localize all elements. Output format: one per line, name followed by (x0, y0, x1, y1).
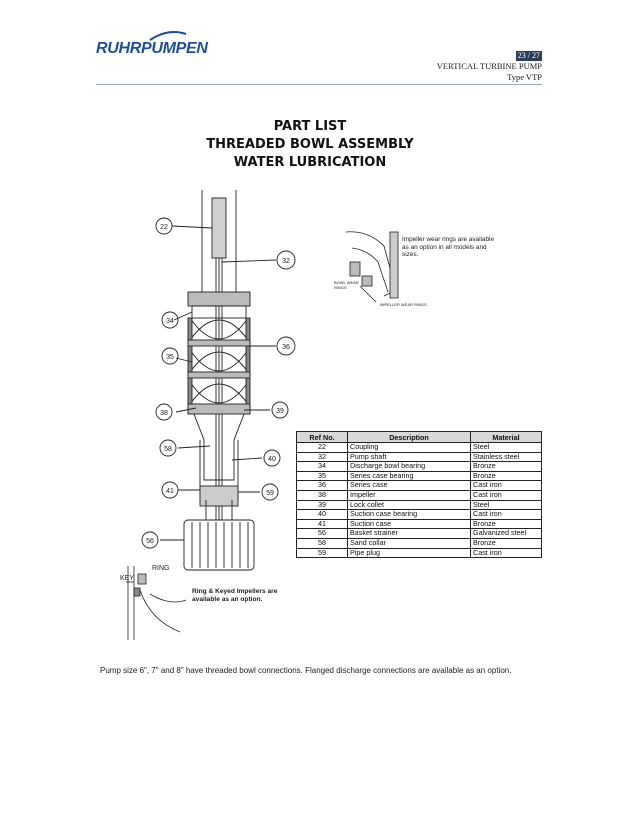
impeller-wear-rings-label: IMPELLER WEAR RINGS (380, 302, 427, 307)
title-line-1: PART LIST (273, 119, 347, 134)
column-header-description: Description (348, 432, 471, 443)
ref-cell: 59 (297, 548, 348, 558)
description-cell: Series case (348, 481, 471, 491)
wear-ring-note: Impeller wear rings are available as an option in all models and sizes. (402, 236, 494, 259)
material-cell: Steel (471, 500, 542, 510)
description-cell: Series case bearing (348, 471, 471, 481)
document-header (437, 50, 542, 83)
description-cell: Lock collet (348, 500, 471, 510)
material-cell: Bronze (471, 471, 542, 481)
page-title (160, 118, 460, 172)
table-row (297, 443, 542, 453)
parts-table (296, 431, 542, 558)
description-cell: Sand collar (348, 538, 471, 548)
table-row (297, 529, 542, 539)
title-line-2: THREADED BOWL ASSEMBLY (206, 137, 414, 152)
callout-58: 58 (164, 446, 172, 453)
table-row (297, 490, 542, 500)
title-line-3: WATER LUBRICATION (233, 155, 387, 170)
doc-title: VERTICAL TURBINE PUMP (436, 61, 542, 71)
table-row (297, 510, 542, 520)
callout-22: 22 (160, 224, 168, 231)
ref-cell: 41 (297, 519, 348, 529)
footer-note: Pump size 6", 7" and 8" have threaded bowl connections. Flanged discharge connections are available as an option. (100, 666, 512, 675)
material-cell: Galvanized steel (471, 529, 542, 539)
callout-35: 35 (166, 354, 174, 361)
callout-38: 38 (160, 410, 168, 417)
logo-swoosh-icon (148, 30, 188, 42)
callout-34: 34 (166, 318, 174, 325)
callout-36: 36 (282, 344, 290, 351)
table-row (297, 462, 542, 472)
material-cell: Bronze (471, 519, 542, 529)
description-cell: Pipe plug (348, 548, 471, 558)
callout-59: 59 (266, 490, 274, 497)
material-cell: Bronze (471, 462, 542, 472)
company-logo (96, 40, 208, 58)
ring-keyed-note: Ring & Keyed Impellers are available as an option. (192, 588, 278, 603)
table-header-row (297, 432, 542, 443)
ref-cell: 36 (297, 481, 348, 491)
callout-32: 32 (282, 258, 290, 265)
bowl-assembly-drawing (110, 190, 560, 650)
callout-39: 39 (276, 408, 284, 415)
description-cell: Pump shaft (348, 452, 471, 462)
page-indicator: 23 / 27 (517, 51, 540, 60)
material-cell: Cast iron (471, 481, 542, 491)
key-label: KEY (120, 575, 135, 582)
ref-cell: 56 (297, 529, 348, 539)
material-cell: Cast iron (471, 548, 542, 558)
material-cell: Bronze (471, 538, 542, 548)
table-row (297, 481, 542, 491)
ref-cell: 34 (297, 462, 348, 472)
bowl-wear-rings-label: BOWL WEAR RINGS (334, 280, 359, 290)
material-cell: Stainless steel (471, 452, 542, 462)
description-cell: Discharge bowl bearing (348, 462, 471, 472)
material-cell: Steel (471, 443, 542, 453)
description-cell: Impeller (348, 490, 471, 500)
callout-41: 41 (166, 488, 174, 495)
logo-text: RUHRPUMPEN (96, 40, 208, 57)
description-cell: Suction case (348, 519, 471, 529)
ref-cell: 22 (297, 443, 348, 453)
description-cell: Suction case bearing (348, 510, 471, 520)
description-cell: Basket strainer (348, 529, 471, 539)
description-cell: Coupling (348, 443, 471, 453)
ref-cell: 39 (297, 500, 348, 510)
ref-cell: 35 (297, 471, 348, 481)
header-rule (96, 84, 542, 85)
ring-label: RING (152, 565, 170, 572)
table-row (297, 500, 542, 510)
ref-cell: 58 (297, 538, 348, 548)
table-row (297, 548, 542, 558)
callout-40: 40 (268, 456, 276, 463)
ref-cell: 38 (297, 490, 348, 500)
material-cell: Cast iron (471, 510, 542, 520)
column-header-ref: Ref No. (297, 432, 348, 443)
table-row (297, 471, 542, 481)
callout-56: 56 (146, 538, 154, 545)
ref-cell: 32 (297, 452, 348, 462)
column-header-material: Material (471, 432, 542, 443)
doc-type: Type VTP (507, 72, 542, 82)
table-row (297, 538, 542, 548)
material-cell: Cast iron (471, 490, 542, 500)
ref-cell: 40 (297, 510, 348, 520)
